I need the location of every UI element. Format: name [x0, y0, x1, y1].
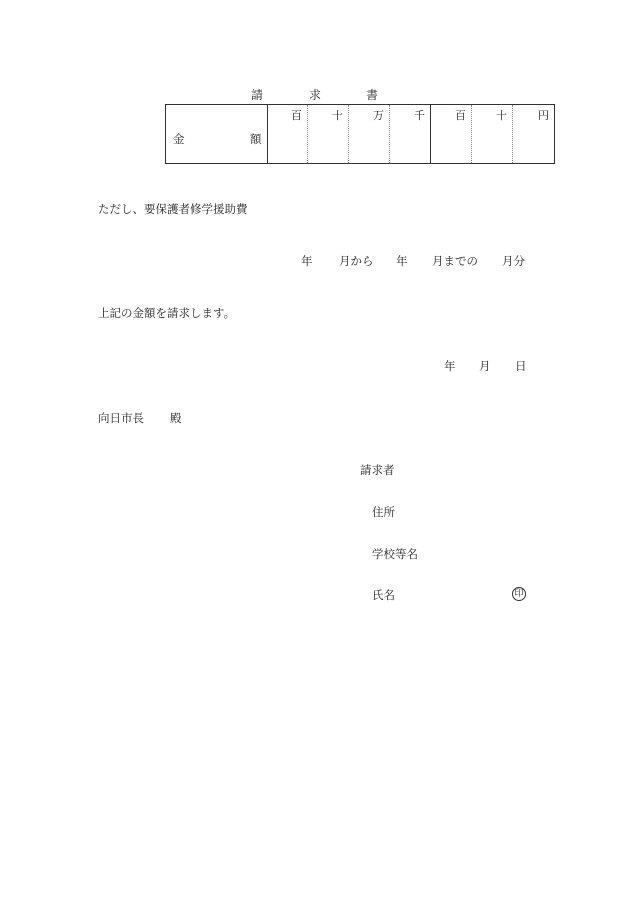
amount-label-gaku: 額: [250, 132, 262, 146]
digit-label: 万: [373, 109, 384, 122]
digit-label: 十: [496, 109, 507, 122]
digit-label: 百: [291, 109, 302, 122]
amount-label-cell: [166, 105, 268, 163]
digit-label: 円: [538, 109, 549, 122]
requester-address-label: 住所: [372, 505, 395, 519]
purpose-text: ただし、要保護者修学援助費: [98, 202, 248, 216]
period-months: 月分: [502, 254, 525, 268]
period-year-until: 年: [396, 254, 408, 268]
amount-table: [165, 104, 555, 164]
requester-heading: 請求者: [360, 463, 395, 477]
requester-name-label: 氏名: [372, 588, 395, 602]
digit-cell-en[interactable]: [513, 105, 554, 163]
request-text: 上記の金額を請求します。: [98, 306, 236, 320]
period-month-from: 月から: [339, 254, 374, 268]
digit-cell-man[interactable]: [349, 105, 390, 163]
digit-cell-ju[interactable]: [472, 105, 513, 163]
date-day: 日: [515, 359, 527, 373]
title-char-3: 書: [366, 88, 379, 102]
seal-icon: 印: [512, 587, 526, 601]
addressee-name: 向日市長: [98, 411, 144, 425]
digit-cell-hyaku[interactable]: [431, 105, 472, 163]
digit-label: 十: [332, 109, 343, 122]
title-char-2: 求: [309, 88, 322, 102]
date-year: 年: [444, 359, 456, 373]
requester-school-label: 学校等名: [372, 547, 418, 561]
digit-cell-sen[interactable]: [390, 105, 431, 163]
amount-label-kin: 金: [173, 132, 185, 146]
digit-cell-juman[interactable]: [308, 105, 349, 163]
date-month: 月: [479, 359, 491, 373]
digit-label: 百: [455, 109, 466, 122]
period-month-until: 月までの: [432, 254, 478, 268]
period-year-from: 年: [301, 254, 313, 268]
digit-label: 千: [414, 109, 425, 122]
title-char-1: 請: [251, 88, 264, 102]
addressee-honorific: 殿: [170, 411, 182, 425]
digit-cell-hyakuman[interactable]: [267, 105, 308, 163]
